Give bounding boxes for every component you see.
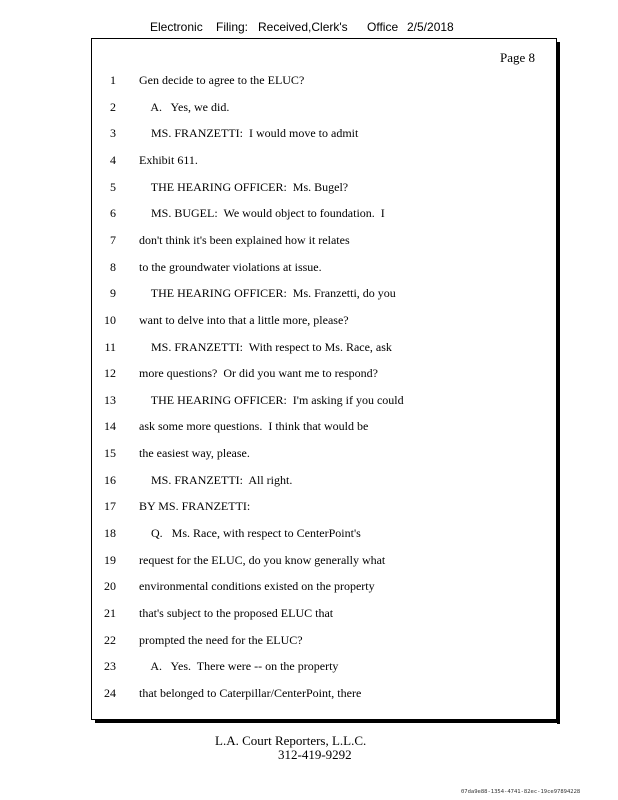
transcript-line: [0, 180, 618, 198]
line-text: that belonged to Caterpillar/CenterPoint, there: [139, 685, 362, 700]
line-text: MS. FRANZETTI: With respect to Ms. Race, ask: [139, 339, 392, 354]
line-text: THE HEARING OFFICER: I'm asking if you could: [139, 392, 404, 407]
line-text: Q. Ms. Race, with respect to CenterPoint's: [139, 526, 361, 541]
transcript-line: [0, 553, 618, 571]
page-number: Page 8: [500, 50, 536, 65]
header-date: 2/5/2018: [407, 20, 454, 34]
line-number: 14: [104, 419, 116, 434]
line-text: prompted the need for the ELUC?: [139, 632, 303, 647]
transcript-line: [0, 233, 618, 251]
line-text: THE HEARING OFFICER: Ms. Bugel?: [139, 179, 349, 194]
header-filing: Filing:: [216, 20, 249, 34]
transcript-line: [0, 659, 618, 677]
line-number: 8: [110, 259, 116, 274]
transcript-line: [0, 366, 618, 384]
header-office: Office: [367, 20, 399, 34]
line-text: don't think it's been explained how it relates: [139, 232, 350, 247]
line-text: A. Yes. There were -- on the property: [139, 659, 339, 674]
line-text: MS. BUGEL: We would object to foundation. I: [139, 206, 385, 221]
line-number: 18: [104, 526, 116, 541]
line-number: 2: [110, 99, 116, 114]
transcript-line: [0, 286, 618, 304]
transcript-line: [0, 100, 618, 118]
transcript-line: [0, 73, 618, 91]
transcript-line: [0, 126, 618, 144]
line-number: 1: [110, 73, 116, 87]
line-number: 21: [104, 606, 116, 620]
transcript-line: [0, 419, 618, 437]
line-text: ask some more questions. I think that would be: [139, 419, 369, 434]
line-text: want to delve into that a little more, please?: [139, 312, 349, 327]
line-text: THE HEARING OFFICER: Ms. Franzetti, do you: [139, 286, 396, 301]
header-electronic: Electronic: [150, 20, 203, 34]
line-text: environmental conditions existed on the property: [139, 579, 375, 594]
line-text: Exhibit 611.: [139, 152, 198, 167]
line-number: 20: [104, 579, 116, 594]
line-number: 13: [104, 392, 116, 407]
transcript-line: [0, 340, 618, 358]
transcript-line: [0, 473, 618, 491]
line-text: request for the ELUC, do you know generally what: [139, 552, 386, 567]
line-text: A. Yes, we did.: [139, 99, 230, 114]
line-number: 24: [104, 685, 116, 700]
line-text: that's subject to the proposed ELUC that: [139, 606, 334, 620]
line-number: 3: [110, 126, 116, 141]
transcript-line: [0, 579, 618, 597]
transcript-line: [0, 313, 618, 331]
line-text: MS. FRANZETTI: All right.: [139, 472, 293, 487]
document-id: 07da9e88-1354-4741-82ec-19ce97894228: [461, 789, 581, 795]
transcript-line: [0, 153, 618, 171]
transcript-line: [0, 260, 618, 278]
line-text: MS. FRANZETTI: I would move to admit: [139, 126, 359, 141]
line-number: 10: [104, 312, 116, 327]
line-text: Gen decide to agree to the ELUC?: [139, 73, 305, 87]
line-number: 16: [104, 472, 116, 487]
transcript-line: [0, 499, 618, 517]
line-number: 11: [104, 339, 116, 354]
transcript-line: [0, 686, 618, 704]
footer-phone: 312-419-9292: [278, 747, 352, 762]
line-text: BY MS. FRANZETTI:: [139, 499, 251, 514]
line-number: 22: [104, 632, 116, 647]
line-number: 23: [104, 659, 116, 674]
transcript-line: [0, 606, 618, 624]
transcript-line: [0, 206, 618, 224]
line-number: 4: [110, 152, 116, 167]
line-number: 19: [104, 552, 116, 567]
header-received: Received,Clerk's: [258, 20, 348, 34]
line-number: 12: [104, 366, 116, 381]
frame-shadow-bottom: [95, 720, 560, 723]
line-text: to the groundwater violations at issue.: [139, 259, 322, 274]
line-text: the easiest way, please.: [139, 446, 250, 461]
footer-company: L.A. Court Reporters, L.L.C.: [215, 733, 367, 748]
line-number: 7: [110, 232, 116, 247]
line-number: 9: [110, 286, 116, 301]
transcript-line: [0, 633, 618, 651]
line-number: 5: [110, 179, 116, 194]
line-text: more questions? Or did you want me to respond?: [139, 366, 378, 381]
filing-header: [0, 20, 618, 36]
line-number: 6: [110, 206, 116, 221]
transcript-line: [0, 526, 618, 544]
line-number: 17: [104, 499, 116, 514]
transcript-line: [0, 446, 618, 464]
line-number: 15: [104, 446, 116, 461]
transcript-line: [0, 393, 618, 411]
